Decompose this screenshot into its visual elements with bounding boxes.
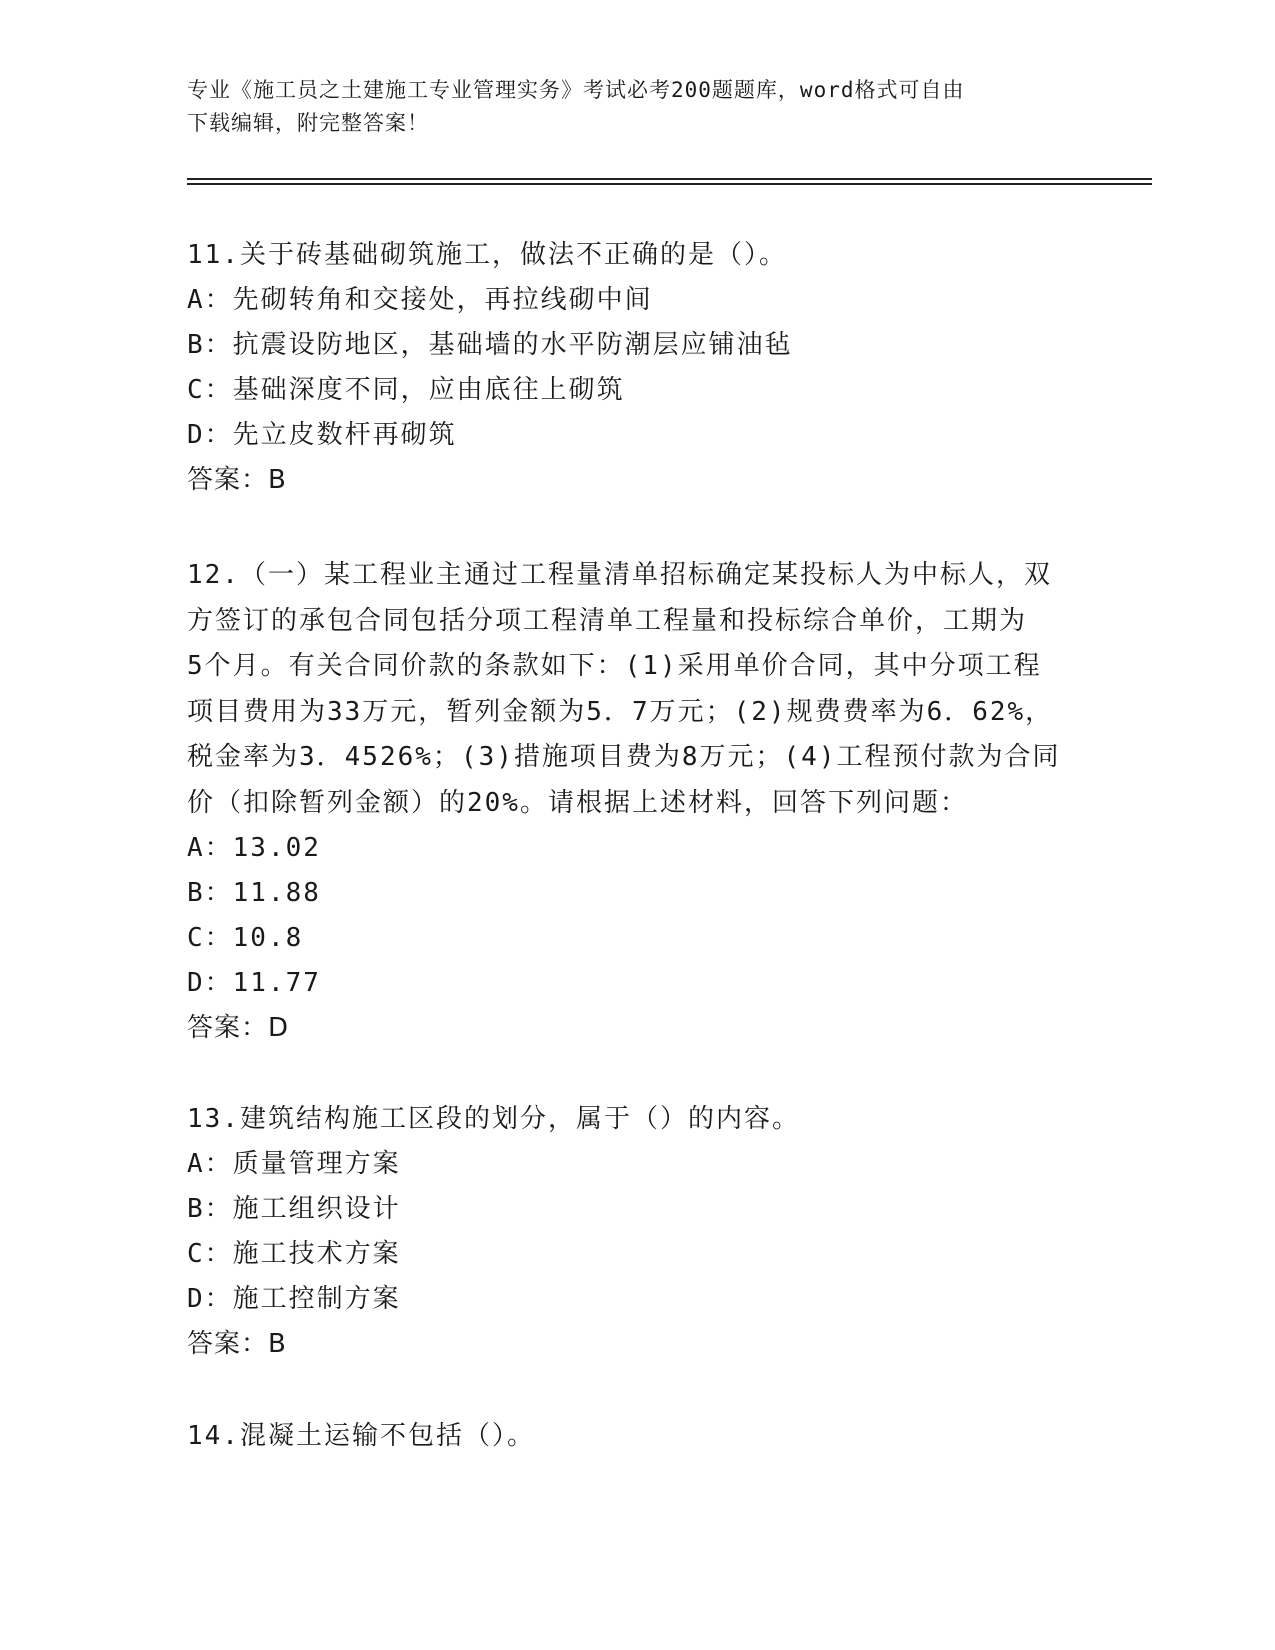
- question-13: [187, 1097, 1087, 1367]
- header-divider-top: [187, 178, 1152, 180]
- header-divider-bottom: [187, 183, 1152, 185]
- option-b: B：抗震设防地区，基础墙的水平防潮层应铺油毡: [187, 330, 793, 360]
- option-b: B：施工组织设计: [187, 1194, 401, 1224]
- header-line-2: 下载编辑，附完整答案！: [187, 111, 429, 135]
- document-header: [187, 74, 1067, 140]
- answer: 答案：B: [187, 1329, 287, 1359]
- question-11: [187, 233, 1087, 503]
- option-d: D：先立皮数杆再砌筑: [187, 420, 457, 450]
- question-stem-line-4: 项目费用为33万元，暂列金额为5．7万元；(2)规费费率为6．62%，: [187, 696, 1054, 727]
- question-stem-line-6: 价（扣除暂列金额）的20%。请根据上述材料，回答下列问题：: [187, 787, 968, 818]
- question-stem-line-5: 税金率为3．4526%；(3)措施项目费为8万元；(4)工程预付款为合同: [187, 742, 1061, 772]
- question-stem: 11.关于砖基础砌筑施工，做法不正确的是（）。: [187, 240, 787, 270]
- question-12: [187, 553, 1087, 1051]
- option-c: C：基础深度不同，应由底往上砌筑: [187, 375, 625, 405]
- question-14: [187, 1414, 1087, 1459]
- question-stem-line-3: 5个月。有关合同价款的条款如下：(1)采用单价合同，其中分项工程: [187, 651, 1042, 681]
- option-a: A：13.02: [187, 833, 321, 863]
- header-line-1: 专业《施工员之土建施工专业管理实务》考试必考200题题库，word格式可自由: [187, 78, 965, 102]
- option-a: A：质量管理方案: [187, 1149, 401, 1179]
- question-stem-line-1: 12.（一）某工程业主通过工程量清单招标确定某投标人为中标人，双: [187, 560, 1052, 590]
- option-c: C：10.8: [187, 923, 304, 953]
- option-a: A：先砌转角和交接处，再拉线砌中间: [187, 285, 653, 315]
- question-stem: 14.混凝土运输不包括（）。: [187, 1421, 535, 1451]
- question-stem-line-2: 方签订的承包合同包括分项工程清单工程量和投标综合单价，工期为: [187, 605, 1028, 636]
- answer: 答案：D: [187, 1013, 290, 1043]
- option-c: C：施工技术方案: [187, 1239, 401, 1269]
- option-b: B：11.88: [187, 878, 321, 908]
- option-d: D：施工控制方案: [187, 1284, 401, 1314]
- option-d: D：11.77: [187, 968, 321, 998]
- answer: 答案：B: [187, 465, 287, 495]
- question-stem: 13.建筑结构施工区段的划分，属于（）的内容。: [187, 1104, 800, 1134]
